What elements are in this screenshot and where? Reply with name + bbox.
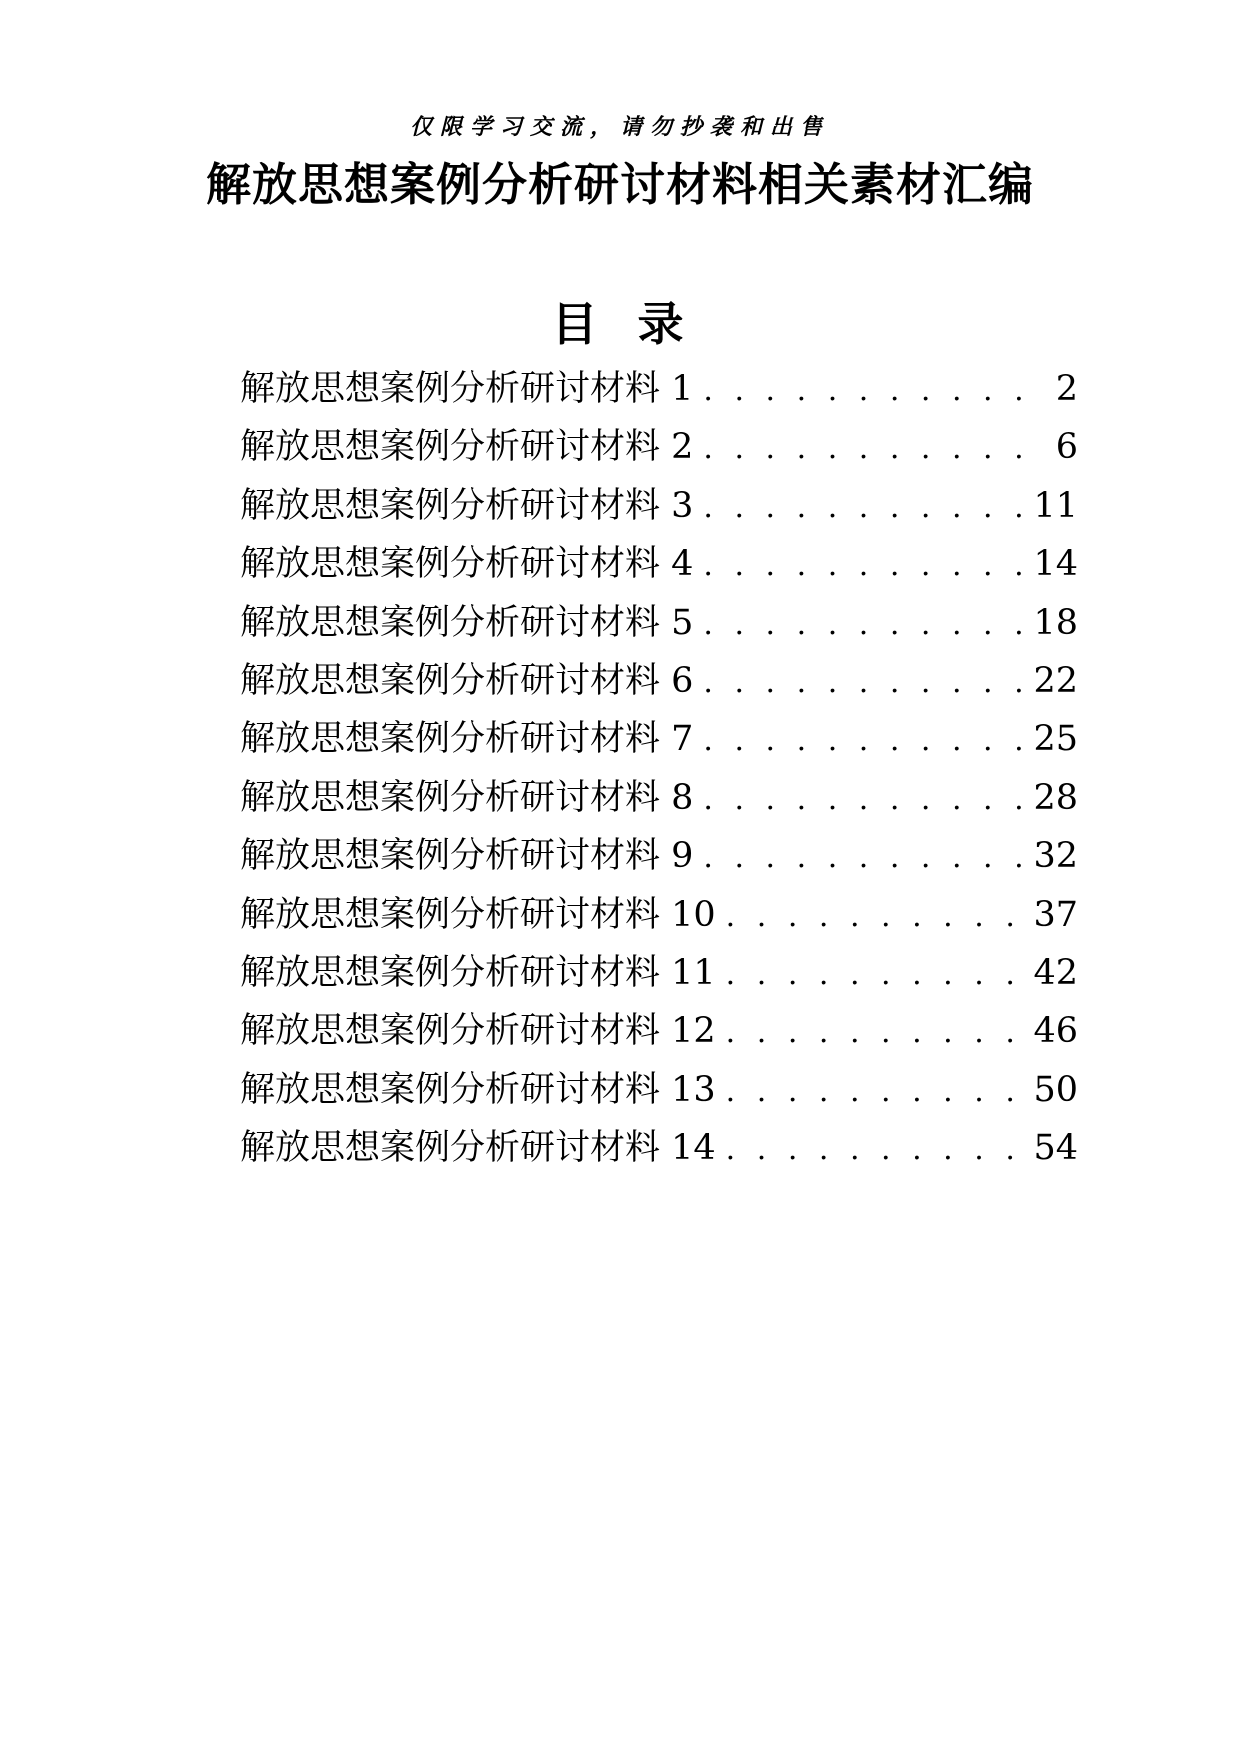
toc-entry-page: 28 bbox=[1033, 777, 1078, 818]
toc-entry-8[interactable] bbox=[240, 769, 1078, 827]
document-title: 解放思想案例分析研讨材料相关素材汇编 bbox=[205, 158, 1034, 211]
toc-entry-1[interactable] bbox=[240, 360, 1078, 418]
toc-entry-7[interactable] bbox=[240, 710, 1078, 768]
toc-leader-dots bbox=[703, 771, 1023, 829]
toc-entry-page: 11 bbox=[1033, 485, 1078, 526]
toc-entry-page: 2 bbox=[1055, 369, 1078, 409]
toc-entry-label: 解放思想案例分析研讨材料 4 bbox=[240, 544, 694, 585]
toc-leader-dots bbox=[703, 420, 1032, 478]
toc-entry-6[interactable] bbox=[240, 652, 1078, 710]
toc-entry-label: 解放思想案例分析研讨材料 10 bbox=[240, 894, 716, 935]
toc-entry-5[interactable] bbox=[240, 594, 1078, 652]
toc-entry-page: 50 bbox=[1033, 1069, 1078, 1110]
toc-entry-label: 解放思想案例分析研讨材料 1 bbox=[240, 369, 694, 409]
toc-entry-label: 解放思想案例分析研讨材料 7 bbox=[240, 719, 694, 760]
toc-leader-dots bbox=[726, 1121, 1024, 1179]
toc-entry-page: 22 bbox=[1033, 660, 1078, 701]
toc-leader-dots bbox=[703, 537, 1023, 595]
toc-entry-10[interactable] bbox=[240, 886, 1078, 944]
toc-entry-4[interactable] bbox=[240, 535, 1078, 593]
toc-heading: 目录 bbox=[551, 297, 724, 351]
toc-leader-dots bbox=[703, 654, 1023, 712]
toc-entry-label: 解放思想案例分析研讨材料 14 bbox=[240, 1128, 716, 1169]
toc-entry-11[interactable] bbox=[240, 944, 1078, 1002]
toc-entry-page: 25 bbox=[1033, 719, 1078, 760]
toc-leader-dots bbox=[726, 888, 1024, 946]
toc-leader-dots bbox=[703, 829, 1023, 887]
usage-notice: 仅限学习交流，请勿抄袭和出售 bbox=[409, 114, 830, 140]
toc-entry-label: 解放思想案例分析研讨材料 2 bbox=[240, 427, 694, 468]
toc-entry-page: 32 bbox=[1033, 836, 1078, 877]
toc-entry-page: 14 bbox=[1033, 544, 1078, 585]
toc-entry-3[interactable] bbox=[240, 477, 1078, 535]
toc-entry-9[interactable] bbox=[240, 827, 1078, 885]
toc-leader-dots bbox=[703, 362, 1032, 420]
toc-entry-12[interactable] bbox=[240, 1002, 1078, 1060]
toc-leader-dots bbox=[726, 946, 1024, 1004]
toc-entry-page: 54 bbox=[1033, 1128, 1078, 1169]
toc-entry-label: 解放思想案例分析研讨材料 12 bbox=[240, 1011, 716, 1052]
toc-leader-dots bbox=[703, 712, 1023, 770]
toc-entry-label: 解放思想案例分析研讨材料 8 bbox=[240, 777, 694, 818]
toc-entry-page: 46 bbox=[1033, 1011, 1078, 1052]
toc-entry-14[interactable] bbox=[240, 1119, 1078, 1177]
toc-entry-13[interactable] bbox=[240, 1061, 1078, 1119]
toc-entry-page: 6 bbox=[1055, 427, 1078, 468]
toc-entry-label: 解放思想案例分析研讨材料 11 bbox=[240, 952, 716, 993]
toc-leader-dots bbox=[726, 1063, 1024, 1121]
toc-entry-label: 解放思想案例分析研讨材料 3 bbox=[240, 485, 694, 526]
toc-leader-dots bbox=[726, 1004, 1024, 1062]
toc-entry-page: 18 bbox=[1033, 602, 1078, 643]
toc-entry-label: 解放思想案例分析研讨材料 6 bbox=[240, 660, 694, 701]
toc-entry-page: 37 bbox=[1033, 894, 1078, 935]
toc-entry-page: 42 bbox=[1033, 952, 1078, 993]
toc-leader-dots bbox=[703, 479, 1023, 537]
toc-entry-label: 解放思想案例分析研讨材料 9 bbox=[240, 836, 694, 877]
toc-entry-2[interactable] bbox=[240, 418, 1078, 476]
toc-leader-dots bbox=[703, 596, 1023, 654]
toc-entry-label: 解放思想案例分析研讨材料 5 bbox=[240, 602, 694, 643]
toc-entry-label: 解放思想案例分析研讨材料 13 bbox=[240, 1069, 716, 1110]
table-of-contents bbox=[240, 360, 1078, 1177]
